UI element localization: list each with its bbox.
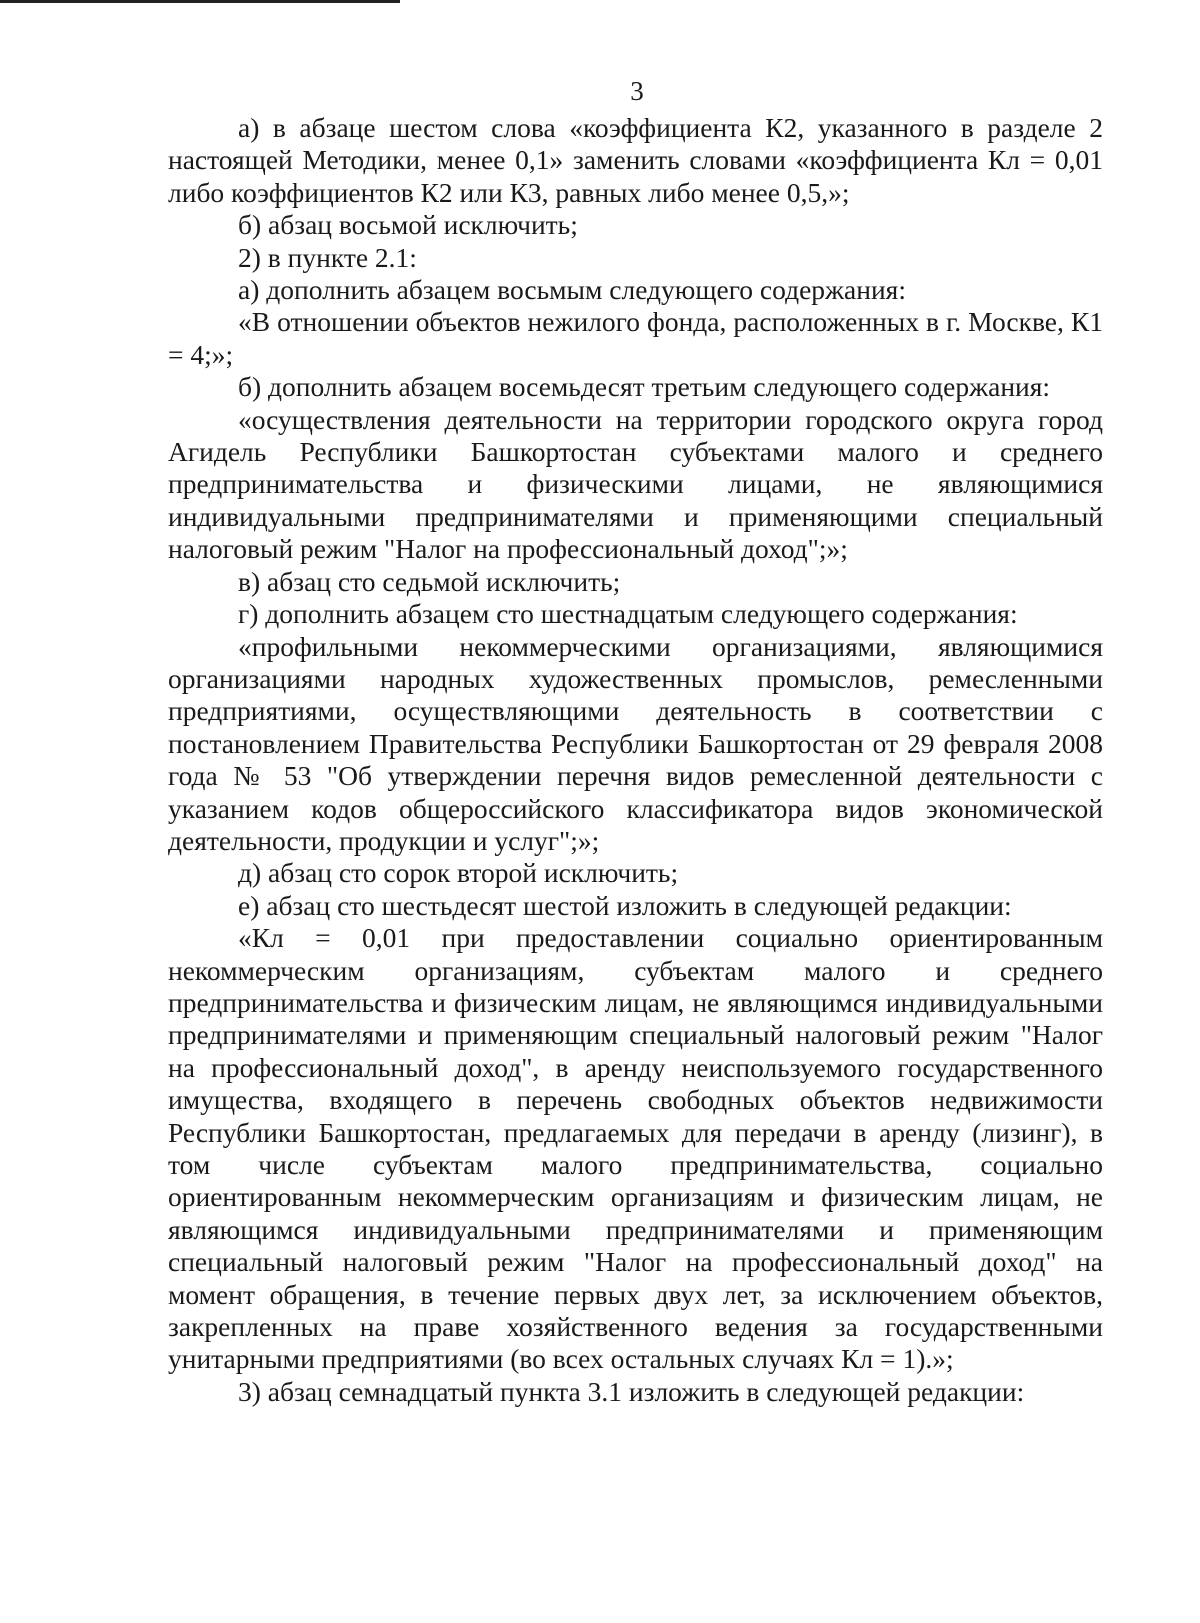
paragraph-6: б) дополнить абзацем восемьдесят третьим следующего содержания:: [238, 371, 1051, 403]
paragraph-14: 3) абзац семнадцатый пункта 3.1 изложить в следующей редакции:: [238, 1375, 1025, 1407]
document-body: [168, 112, 1103, 1408]
paragraph-10: «профильными некоммерческими организациями, являющимися организациями народных художественных промыслов, ремесленными предприятиями, осуществляющими деятельность в соответствии с постановлением Правительства Республики Башкортостан от 29 февраля 2008 года № 53 "Об утверждении перечня видов ремесленной деятельности с указанием кодов общероссийского классификатора видов экономической деятельности, продукции и услуг";»;: [168, 630, 1103, 856]
paragraph-13: «Кл = 0,01 при предоставлении социально ориентированным некоммерческим организациям, субъектам малого и среднего предпринимательства и физическим лицам, не являющимся индивидуальными предпринимателями и применяющим специальный налоговый режим "Налог на профессиональный доход", в аренду неиспользуемого государственного имущества, входящего в перечень свободных объектов недвижимости Республики Башкортостан, предлагаемых для передачи в аренду (лизинг), в том числе субъектам малого предпринимательства, социально ориентированным некоммерческим организациям и физическим лицам, не являющимся индивидуальными предпринимателями и применяющим специальный налоговый режим "Налог на профессиональный доход" на момент обращения, в течение первых двух лет, за исключением объектов, закрепленных на праве хозяйственного ведения за государственными унитарными предприятиями (во всех остальных случаях Кл = 1).»;: [168, 922, 1103, 1375]
paragraph-5: «В отношении объектов нежилого фонда, расположенных в г. Москве, К1 = 4;»;: [168, 306, 1103, 370]
paragraph-4: а) дополнить абзацем восьмым следующего содержания:: [238, 274, 906, 306]
paragraph-12: е) абзац сто шестьдесят шестой изложить в следующей редакции:: [238, 889, 1012, 921]
scan-edge-mark: [0, 0, 400, 3]
paragraph-2: б) абзац восьмой исключить;: [238, 209, 578, 241]
paragraph-8: в) абзац сто седьмой исключить;: [238, 565, 621, 597]
paragraph-3: 2) в пункте 2.1:: [238, 241, 417, 273]
paragraph-11: д) абзац сто сорок второй исключить;: [238, 857, 679, 889]
paragraph-9: г) дополнить абзацем сто шестнадцатым следующего содержания:: [238, 598, 1018, 630]
paragraph-7: «осуществления деятельности на территории городского округа город Агидель Республики Башкортостан субъектами малого и среднего предпринимательства и физическими лицами, не являющимися индивидуальными предпринимателями и применяющими специальный налоговый режим "Налог на профессиональный доход";»;: [168, 403, 1103, 565]
paragraph-1: а) в абзаце шестом слова «коэффициента К2, указанного в разделе 2 настоящей Методики, менее 0,1» заменить словами «коэффициента Кл = 0,01 либо коэффициентов К2 или К3, равных либо менее 0,5,»;: [168, 112, 1103, 208]
page-number: 3: [630, 76, 644, 106]
